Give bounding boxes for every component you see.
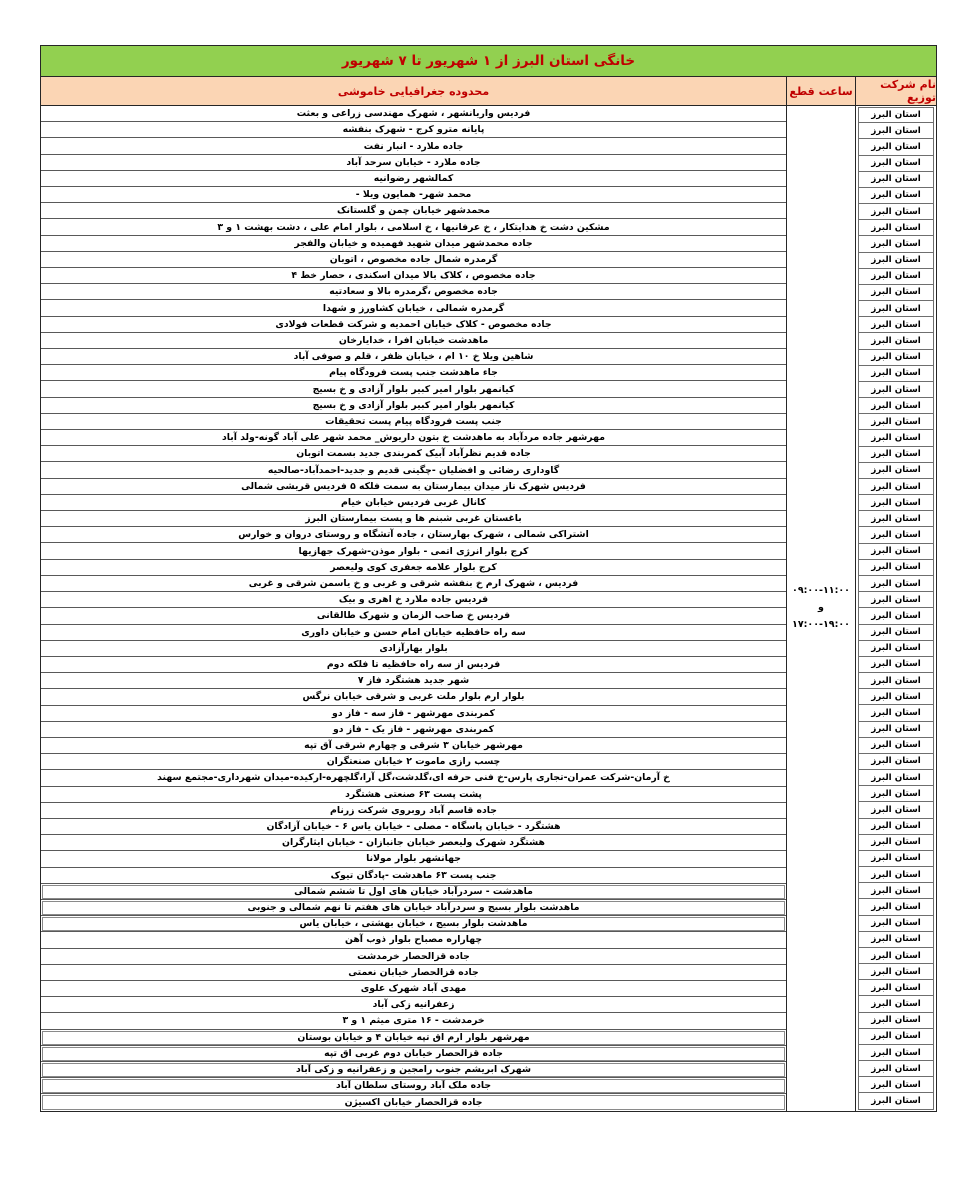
outage-area-cell: ماهدشت بلوار بسیج و سردرآباد خیابان های هفتم تا نهم شمالی و جنوبی [41,900,786,916]
company-column [856,106,936,1111]
outage-area-cell: شهرک ابریشم جنوب رامجین و زعفرانیه و زکی آباد [41,1062,786,1078]
outage-area-cell: ماهدشت - سردرآباد خیابان های اول تا ششم شمالی [41,884,786,900]
outage-area-cell: مهدی آباد شهرک علوی [41,981,786,997]
company-cell: استان البرز [858,430,934,446]
outage-area-cell: ماهدشت خیابان افرا ، خدایارخان [41,333,786,349]
company-cell: استان البرز [858,527,934,543]
company-cell: استان البرز [858,1077,934,1093]
company-cell: استان البرز [858,236,934,252]
company-cell: استان البرز [858,705,934,721]
outage-area-cell: هشتگرد شهرک ولیعصر خیابان جانبازان - خیابان ایثارگران [41,835,786,851]
company-cell: استان البرز [858,253,934,269]
table-header-row [41,77,936,106]
company-cell: استان البرز [858,932,934,948]
company-cell: استان البرز [858,689,934,705]
outage-area-cell: مشکین دشت خ هدایتکار ، خ عرفانیها ، خ اسلامی ، بلوار امام علی ، دشت بهشت ۱ و ۳ [41,219,786,235]
outage-time-morning: ۰۹:۰۰-۱۱:۰۰ [792,585,850,597]
company-cell: استان البرز [858,964,934,980]
area-column [41,106,786,1111]
header-company-column [856,77,936,105]
header-time-column [786,77,856,105]
company-cell: استان البرز [858,592,934,608]
outage-area-cell: باغستان غربی شبنم ها و پست بیمارستان البرز [41,511,786,527]
company-cell: استان البرز [858,899,934,915]
company-cell: استان البرز [858,398,934,414]
company-cell: استان البرز [858,172,934,188]
table-title: خانگی استان البرز از ۱ شهریور تا ۷ شهریور [341,53,636,69]
outage-time-text [792,583,850,633]
outage-area-cell: جاده ملک آباد روستای سلطان آباد [41,1078,786,1094]
outage-area-cell: کیانمهر بلوار امیر کبیر بلوار آزادی و خ بسیج [41,398,786,414]
company-cell: استان البرز [858,754,934,770]
company-cell: استان البرز [858,285,934,301]
outage-area-cell: محمدشهر خیابان چمن و گلستانک [41,203,786,219]
header-area-column [41,77,786,105]
company-cell: استان البرز [858,867,934,883]
company-cell: استان البرز [858,317,934,333]
outage-area-cell: ماهدشت بلوار بسیج ، خیابان بهشتی ، خیابان یاس [41,916,786,932]
company-cell: استان البرز [858,156,934,172]
outage-area-cell: کانال غربی فردیس خیابان خیام [41,495,786,511]
company-cell: استان البرز [858,366,934,382]
company-cell: استان البرز [858,1029,934,1045]
outage-area-cell: پایانه مترو کرج - شهرک بنفشه [41,122,786,138]
company-cell: استان البرز [858,139,934,155]
outage-area-cell: جاده مخصوص - کلاک خیابان احمدیه و شرکت قطعات فولادی [41,317,786,333]
outage-area-cell: اشتراکی شمالی ، شهرک بهارستان ، جاده آتشگاه و روستای دروان و خوارس [41,527,786,543]
header-area-label: محدوده جغرافیایی خاموشی [337,84,490,98]
header-time-label: ساعت قطع [789,84,853,98]
company-cell: استان البرز [858,107,934,123]
company-cell: استان البرز [858,802,934,818]
company-cell: استان البرز [858,980,934,996]
outage-area-cell: چسب رازی ماموت ۲ خیابان صنعتگران [41,754,786,770]
outage-area-cell: جاده مخصوص ،گرمدره بالا و سعادتیه [41,284,786,300]
outage-area-cell: گرمدره شمالی ، خیابان کشاورز و شهدا [41,300,786,316]
company-cell: استان البرز [858,350,934,366]
outage-area-cell: جاء ماهدشت جنب پست فرودگاه پیام [41,365,786,381]
company-cell: استان البرز [858,625,934,641]
company-cell: استان البرز [858,269,934,285]
company-cell: استان البرز [858,738,934,754]
outage-area-cell: جاده قزالحصار خیابان اکسیژن [41,1094,786,1110]
outage-area-cell: کرج بلوار انرژی اتمی - بلوار موذن-شهرک جهازیها [41,543,786,559]
outage-area-cell: فردیس خ صاحب الزمان و شهرک طالقانی [41,608,786,624]
outage-area-cell: مهرشهر بلوار ارم اق تپه خیابان ۴ و خیابان بوستان [41,1030,786,1046]
company-cell: استان البرز [858,786,934,802]
outage-area-cell: سه راه حافظیه خیابان امام حسن و خیابان داوری [41,625,786,641]
company-cell: استان البرز [858,495,934,511]
outage-area-cell: خ آرمان-شرکت عمران-تجاری پارس-خ فنی حرفه ای،گلدشت،گل آرا،گلچهره-ارکیده-میدان شهرداری-مجتمع سهند [41,770,786,786]
outage-area-cell: مهرشهر جاده مردآباد به ماهدشت خ بتون داریوش_ محمد شهر علی آباد گونه-ولد آباد [41,430,786,446]
outage-time-conjunction: و [818,601,824,613]
outage-area-cell: شاهین ویلا خ ۱۰ ام ، خیابان ظفر ، قلم و صوفی آباد [41,349,786,365]
outage-area-cell: پشت پست ۶۳ صنعتی هشتگرد [41,787,786,803]
header-company-label: نام شرکت توزیع [880,78,936,104]
company-cell: استان البرز [858,220,934,236]
company-cell: استان البرز [858,770,934,786]
outage-area-cell: بلوار بهارآزادی [41,641,786,657]
outage-area-cell: جنب پست فرودگاه پیام پست تحقیقات [41,414,786,430]
company-cell: استان البرز [858,1061,934,1077]
outage-area-cell: جاده ملارد - انبار نفت [41,138,786,154]
outage-schedule-table [40,45,937,1112]
company-cell: استان البرز [858,948,934,964]
outage-area-cell: جاده قزالحصار خیابان دوم غربی اق تپه [41,1046,786,1062]
company-cell: استان البرز [858,301,934,317]
company-cell: استان البرز [858,560,934,576]
company-cell: استان البرز [858,382,934,398]
company-cell: استان البرز [858,576,934,592]
outage-area-cell: محمد شهر- همایون ویلا - [41,187,786,203]
outage-area-cell: کمالشهر رضوانیه [41,171,786,187]
outage-area-cell: فردیس شهرک ناز میدان بیمارستان به سمت فلکه ۵ فردیس قریشی شمالی [41,479,786,495]
company-cell: استان البرز [858,819,934,835]
outage-area-cell: جاده قزالحصار خیابان نعمتی [41,965,786,981]
outage-area-cell: مهرشهر خیابان ۳ شرقی و چهارم شرقی آق تپه [41,738,786,754]
company-cell: استان البرز [858,544,934,560]
outage-area-cell: فردیس از سه راه حافظیه تا فلکه دوم [41,657,786,673]
outage-area-cell: کمربندی مهرشهر - فاز سه - فاز دو [41,706,786,722]
outage-area-cell: بلوار ارم بلوار ملت غربی و شرقی خیابان نرگس [41,689,786,705]
company-cell: استان البرز [858,123,934,139]
outage-area-cell: هشتگرد - خیابان پاسگاه - مصلی - خیابان یاس ۶ - خیابان آزادگان [41,819,786,835]
company-cell: استان البرز [858,447,934,463]
table-body [41,106,936,1111]
company-cell: استان البرز [858,479,934,495]
outage-area-cell: فردیس واریانشهر ، شهرک مهندسی زراعی و بعثت [41,106,786,122]
outage-area-cell: جاده قاسم آباد روبروی شرکت زرنام [41,803,786,819]
outage-area-cell: کمربندی مهرشهر - فاز یک - فاز دو [41,722,786,738]
company-cell: استان البرز [858,1013,934,1029]
outage-area-cell: زعفرانیه زکی آباد [41,997,786,1013]
outage-area-cell: گرمدره شمال جاده مخصوص ، اتوبان [41,252,786,268]
outage-area-cell: جاده قدیم نظرآباد آبیک کمربندی جدید بسمت اتوبان [41,446,786,462]
company-cell: استان البرز [858,835,934,851]
outage-area-cell: گاوداری رضائی و افضلیان -چگینی قدیم و جدید-احمدآباد-صالحیه [41,462,786,478]
outage-time-evening: ۱۷:۰۰-۱۹:۰۰ [792,618,850,630]
company-cell: استان البرز [858,641,934,657]
outage-area-cell: کرج بلوار علامه جعفری کوی ولیعصر [41,560,786,576]
outage-area-cell: شهر جدید هشتگرد فاز ۷ [41,673,786,689]
company-cell: استان البرز [858,511,934,527]
outage-area-cell: کیانمهر بلوار امیر کبیر بلوار آزادی و خ بسیج [41,381,786,397]
company-cell: استان البرز [858,414,934,430]
company-cell: استان البرز [858,188,934,204]
company-cell: استان البرز [858,204,934,220]
company-cell: استان البرز [858,722,934,738]
company-cell: استان البرز [858,463,934,479]
company-cell: استان البرز [858,996,934,1012]
company-cell: استان البرز [858,883,934,899]
outage-area-cell: جنب پست ۶۳ ماهدشت -پادگان تیوک [41,868,786,884]
outage-area-cell: چهاراره مصباح بلوار ذوب آهن [41,932,786,948]
outage-area-cell: جاده قزالحصار خرمدشت [41,949,786,965]
company-cell: استان البرز [858,657,934,673]
outage-area-cell: فردیس ، شهرک ارم خ بنفشه شرقی و غربی و خ یاسمن شرقی و غربی [41,576,786,592]
outage-area-cell: خرمدشت - ۱۶ متری میثم ۱ و ۳ [41,1013,786,1029]
table-title-bar [41,46,936,77]
outage-area-cell: جاده مخصوص ، کلاک بالا میدان اسکندی ، حصار خط ۴ [41,268,786,284]
company-cell: استان البرز [858,333,934,349]
outage-area-cell: جاده محمدشهر میدان شهید فهمیده و خیابان والفجر [41,236,786,252]
outage-area-cell: جهانشهر بلوار مولانا [41,851,786,867]
company-cell: استان البرز [858,1093,934,1109]
outage-area-cell: جاده ملارد - خیابان سرحد آباد [41,155,786,171]
company-cell: استان البرز [858,608,934,624]
outage-area-cell: فردیس جاده ملارد خ اهری و بیک [41,592,786,608]
outage-time-cell [786,106,856,1111]
company-cell: استان البرز [858,851,934,867]
company-cell: استان البرز [858,916,934,932]
company-cell: استان البرز [858,673,934,689]
company-cell: استان البرز [858,1045,934,1061]
